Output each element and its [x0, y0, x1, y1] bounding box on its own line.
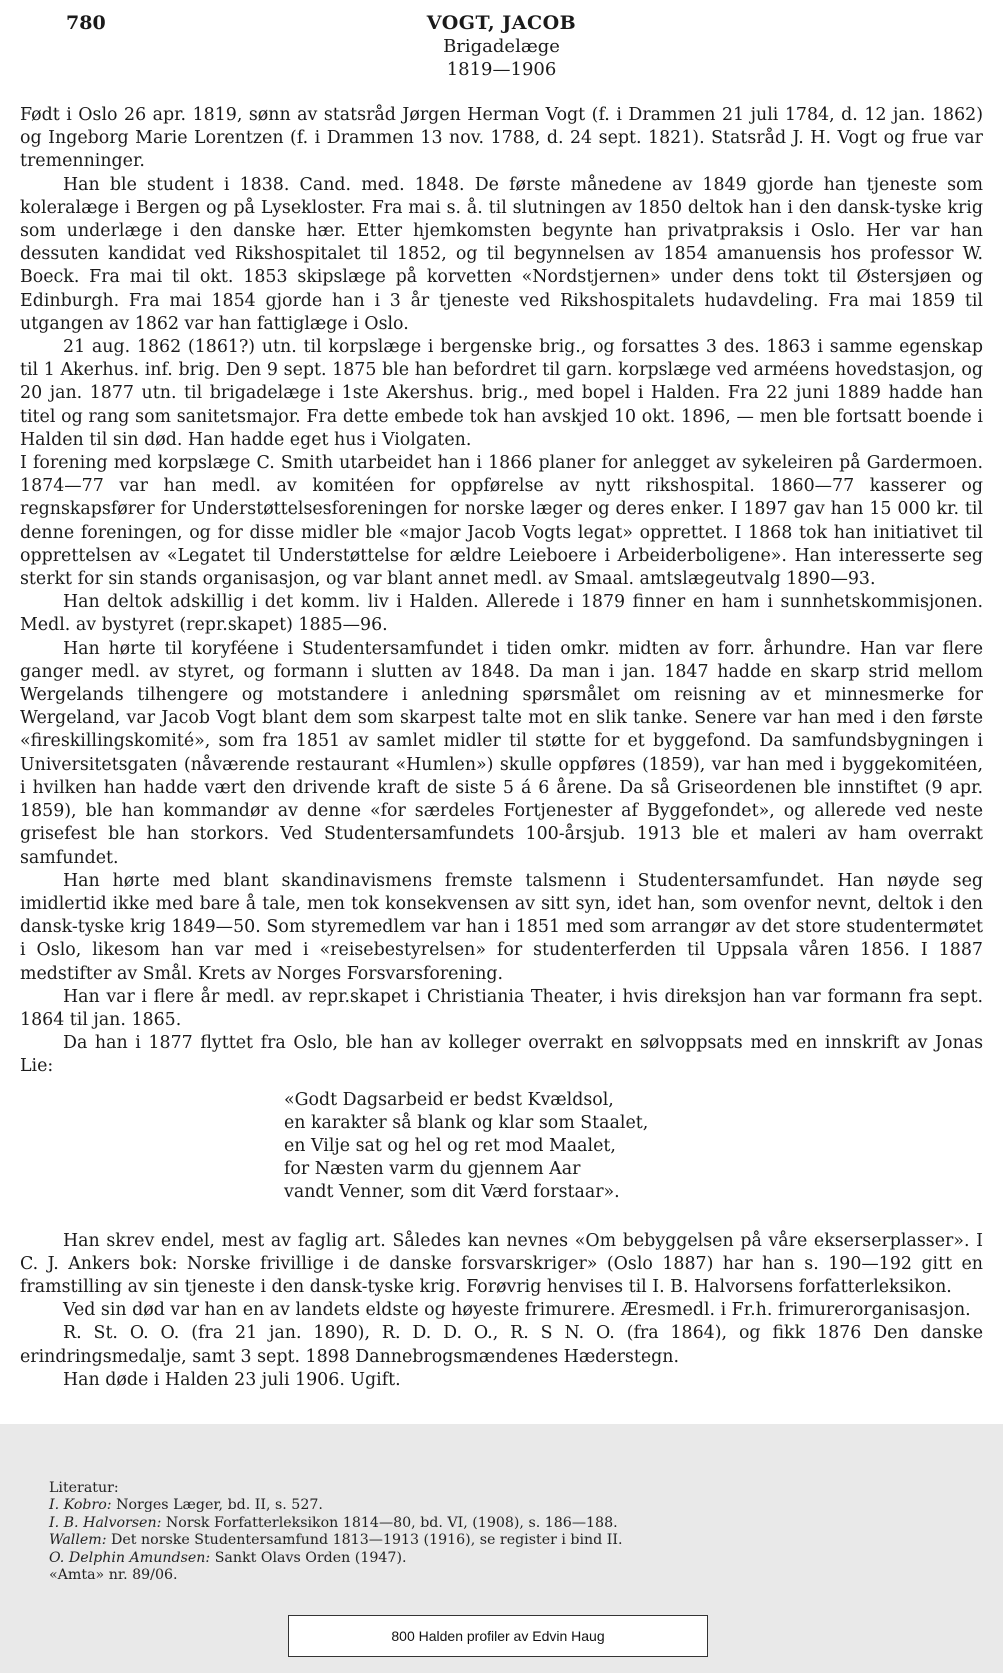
literature-text: Sankt Olavs Orden (1947).	[214, 1549, 407, 1566]
paragraph: 21 aug. 1862 (1861?) utn. til korpslæge i bergenske brig., og forsattes 3 des. 1863 i samme egenskap til 1 Akerhus. inf. brig. Den 9 sept. 1875 ble han befordret til garn. korpslæge ved arméens hovedstasjon, og 20 jan. 1877 utn. til brigadelæge i 1ste Akershus. brig., med bopel i Halden. Fra 22 juni 1889 hadde han titel og rang som sanitetsmajor. Fra dette embede tok han avskjed 10 okt. 1896, — men ble fortsatt boende i Halden til sin død. Han hadde eget hus i Violgaten.	[20, 337, 983, 450]
literature-text: Norges Læger, bd. II, s. 527.	[116, 1497, 323, 1514]
literature-list	[49, 1480, 969, 1584]
paragraph: R. St. O. O. (fra 21 jan. 1890), R. D. D. O., R. S N. O. (fra 1864), og fikk 1876 Den danske erindringsmedalje, samt 3 sept. 1898 Dannebrogsmændenes Hæderstegn.	[20, 1323, 983, 1367]
page-number: 780	[66, 12, 106, 34]
book-title-label: 800 Halden profiler av Edvin Haug	[288, 1615, 708, 1657]
literature-heading: Literatur:	[49, 1480, 119, 1496]
literature-text: «Amta» nr. 89/06.	[49, 1567, 178, 1584]
paragraph: I forening med korpslæge C. Smith utarbeidet han i 1866 planer for anlegget av sykeleiren på Gardermoen. 1874—77 var han medl. av komitéen for oppførelse av nytt rikshospital. 1860—77 kasserer og regnskapsfører for Understøttelsesforeningen for norske læger og deres enker. I 1897 gav han 15 000 kr. til denne foreningen, og for disse midler ble «major Jacob Vogts legat» opprettet. I 1868 tok han initiativet til opprettelsen av «Legatet til Understøttelse for ældre Leieboere i Arbeiderboligene». Han interesserte seg sterkt for sin stands organisasjon, og var blant annet medl. av Smaal. amtslægeutvalg 1890—93.	[20, 453, 983, 590]
biography-text	[20, 104, 983, 1392]
poem-line: for Næsten varm du gjennem Aar	[284, 1159, 581, 1180]
literature-entry	[49, 1567, 969, 1584]
literature-text: Det norske Studentersamfund 1813—1913 (1916), se register i bind II.	[111, 1532, 623, 1549]
paragraph: Han hørte til koryféene i Studentersamfundet i tiden omkr. midten av forr. århundre. Han var flere ganger medl. av styret, og formann i slutten av 1848. Da man i jan. 1847 hadde en skarp strid mellom Wergelands tilhengere og motstandere i anledning spørsmålet om reisning av et minnesmerke for Wergeland, var Jacob Vogt blant dem som skarpest talte mot en slik tanke. Senere var han med i den første «fireskillingskomité», som fra 1851 av samlet midler til støtte for et byggefond. Da samfundsbygningen i Universitetsgaten (nåværende restaurant «Humlen») skulle oppføres (1859), var han med i byggekomitéen, i hvilken han hadde vært den drivende kraft de siste 5 á 6 årene. Da så Griseordenen ble innstiftet (9 apr. 1859), ble han kommandør av denne «for særdeles Fortjenester af Byggefondet», og allerede ved neste grisefest ble han storkors. Ved Studentersamfundets 100-årsjub. 1913 ble et maleri av ham overrakt samfundet.	[20, 638, 983, 868]
entry-heading	[0, 12, 1003, 81]
entry-header	[0, 12, 1003, 82]
paragraph: Født i Oslo 26 apr. 1819, sønn av statsråd Jørgen Herman Vogt (f. i Drammen 21 juli 1784, d. 12 jan. 1862) og Ingeborg Marie Lorentzen (f. i Drammen 13 nov. 1788, d. 24 sept. 1821). Statsråd J. H. Vogt og frue var tremenninger.	[20, 105, 983, 172]
literature-entry	[49, 1515, 969, 1532]
paragraph: Han hørte med blant skandinavismens fremste talsmenn i Studentersamfundet. Han nøyde seg imidlertid ikke med bare å tale, men tok konsekvensen av sitt syn, idet han, som ovenfor nevnt, deltok i den dansk-tyske krig 1849—50. Som styremedlem var han i 1851 med som arrangør av det store studentermøtet i Oslo, likesom han var med i «reisebestyrelsen» for studenterferden til Uppsala våren 1856. I 1887 medstifter av Smål. Krets av Norges Forsvarsforening.	[20, 870, 983, 984]
literature-author: I. Kobro:	[49, 1497, 112, 1514]
literature-entry	[49, 1532, 969, 1549]
paragraph: Han skrev endel, mest av faglig art. Således kan nevnes «Om bebyggelsen på våre ekserserplasser». I C. J. Ankers bok: Norske frivillige i de danske forsvarskriger» (Oslo 1887) har han s. 190—192 gitt en framstilling av sin tjeneste i den dansk-tyske krig. Forøvrig henvises til I. B. Halvorsens forfatterleksikon.	[20, 1230, 983, 1297]
literature-entry	[49, 1550, 969, 1567]
poem-line: en Vilje sat og hel og ret mod Maalet,	[284, 1135, 616, 1156]
inscription-poem	[284, 1089, 983, 1205]
entry-title: Brigadelæge	[443, 36, 560, 57]
literature-author: Wallem:	[49, 1532, 107, 1549]
literature-text: Norsk Forfatterleksikon 1814—80, bd. VI, (1908), s. 186—188.	[165, 1514, 618, 1531]
paragraph: Han var i flere år medl. av repr.skapet i Christiania Theater, i hvis direksjon han var formann fra sept. 1864 til jan. 1865.	[20, 986, 983, 1030]
paragraph: Han deltok adskillig i det komm. liv i Halden. Allerede i 1879 finner en ham i sunnhetskommisjonen. Medl. av bystyret (repr.skapet) 1885—96.	[20, 592, 983, 636]
entry-name: VOGT, JACOB	[426, 12, 577, 34]
literature-entry	[49, 1497, 969, 1514]
paragraph: Ved sin død var han en av landets eldste og høyeste frimurere. Æresmedl. i Fr.h. frimurerorganisasjon.	[63, 1300, 971, 1321]
literature-author: O. Delphin Amundsen:	[49, 1549, 211, 1566]
poem-line: «Godt Dagsarbeid er bedst Kvældsol,	[284, 1089, 614, 1110]
literature-author: I. B. Halvorsen:	[49, 1514, 162, 1531]
entry-years: 1819—1906	[446, 59, 557, 80]
poem-line: vandt Venner, som dit Værd forstaar».	[284, 1182, 620, 1203]
paragraph: Da han i 1877 flyttet fra Oslo, ble han av kolleger overrakt en sølvoppsats med en innskrift av Jonas Lie:	[20, 1033, 983, 1077]
paragraph: Han ble student i 1838. Cand. med. 1848. De første månedene av 1849 gjorde han tjeneste som koleralæge i Bergen og på Lysekloster. Fra mai s. å. til slutningen av 1850 deltok han i den dansk-tyske krig som underlæge i den danske hær. Etter hjemkomsten begynte han privatpraksis i Oslo. Her var han dessuten kandidat ved Rikshospitalet til 1852, og til begynnelsen av 1854 amanuensis hos professor W. Boeck. Fra mai til okt. 1853 skipslæge på korvetten «Nordstjernen» under dens tokt til Østersjøen og Edinburgh. Fra mai 1854 gjorde han i 3 år tjeneste ved Rikshospitalets hudavdeling. Fra mai 1859 til utgangen av 1862 var han fattiglæge i Oslo.	[20, 174, 983, 334]
paragraph: Han døde i Halden 23 juli 1906. Ugift.	[63, 1369, 401, 1390]
poem-line: en karakter så blank og klar som Staalet,	[284, 1112, 649, 1133]
